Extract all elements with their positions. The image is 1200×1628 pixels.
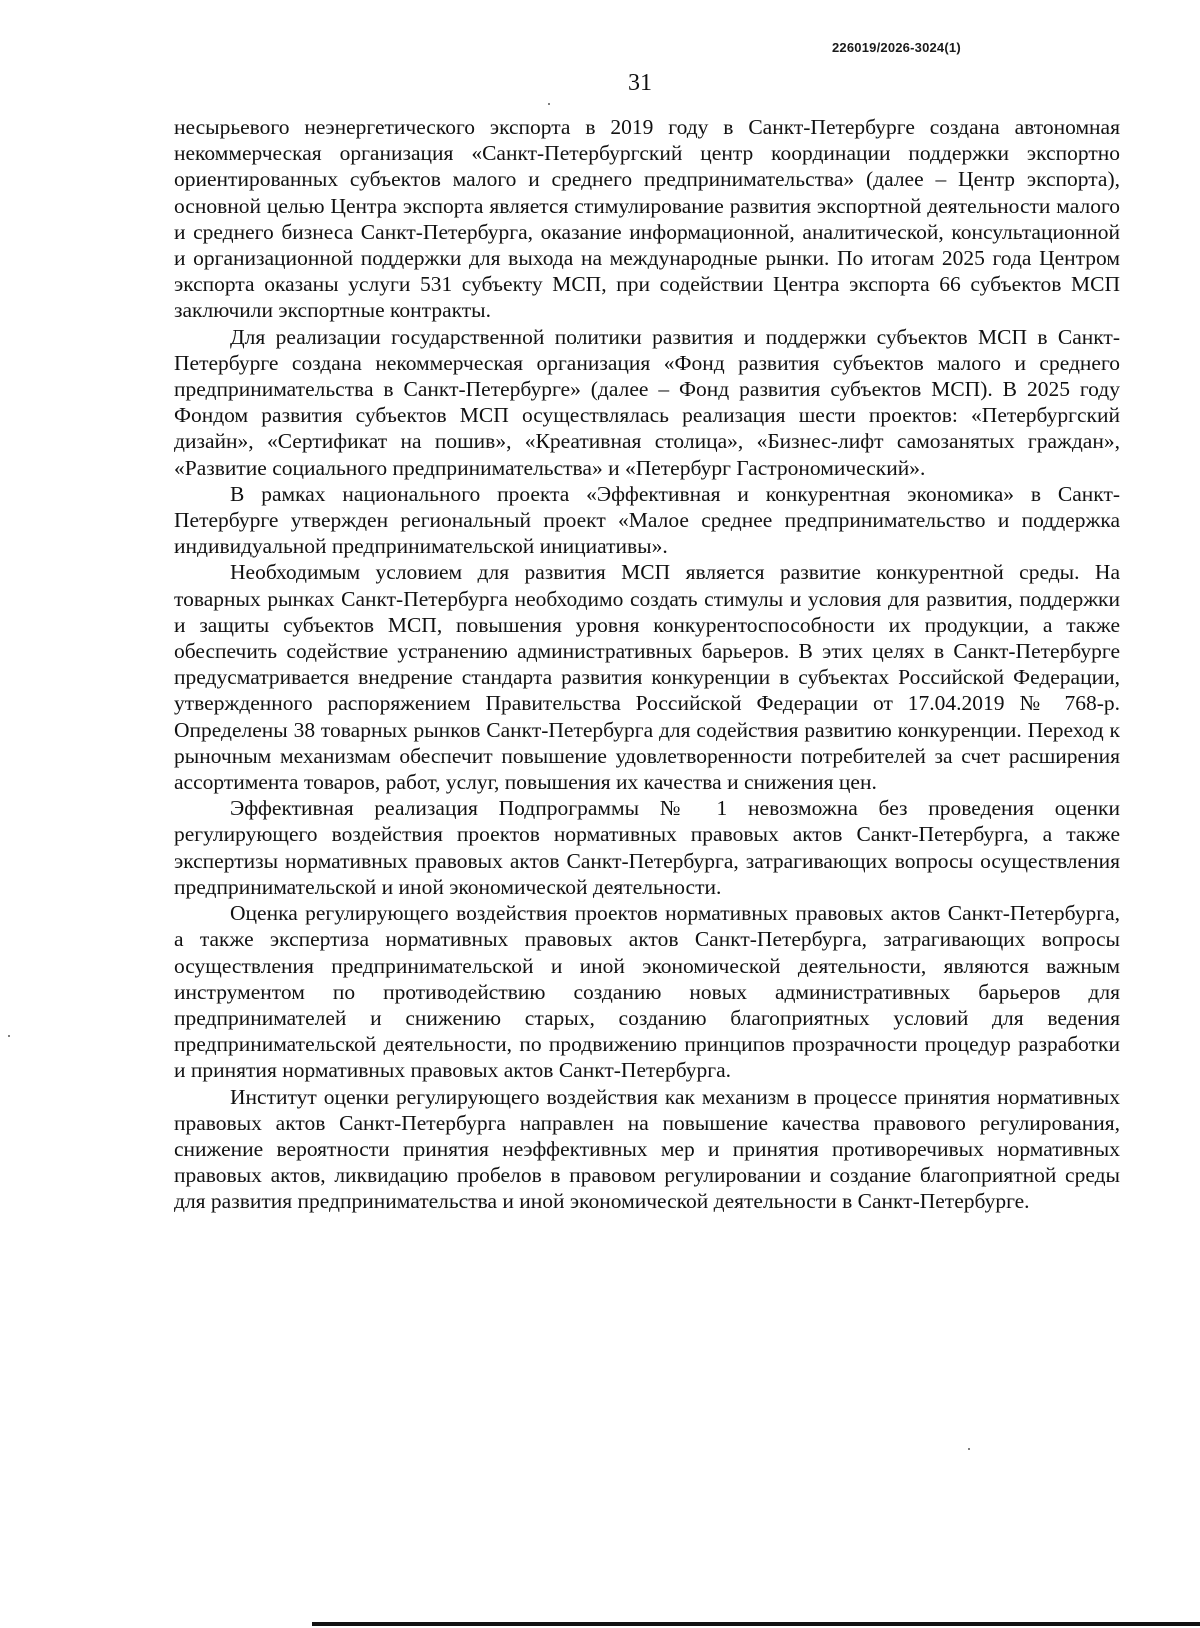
paragraph-continuation: несырьевого неэнергетического экспорта в 2019 году в Санкт-Петербурге создана автономная некоммерческая организация «Санкт-Петербургский центр координации поддержки экспортно ориентированных субъектов малого и среднего предпринимательства» (далее – Центр экспорта), основной целью Центра экспорта является стимулирование развития экспортной деятельности малого и среднего бизнеса Санкт-Петербурга, оказание информационной, аналитической, консультационной и организационной поддержки для выхода на международные рынки. По итогам 2025 года Центром экспорта оказаны услуги 531 субъекту МСП, при содействии Центра экспорта 66 субъектов МСП заключили экспортные контракты. (174, 115, 1120, 323)
paragraph: Институт оценки регулирующего воздействия как механизм в процессе принятия нормативных правовых актов Санкт-Петербурга направлен на повышение качества правового регулирования, снижение вероятности принятия неэффективных мер и принятия противоречивых нормативных правовых актов, ликвидацию пробелов в правовом регулировании и создание благоприятной среды для развития предпринимательства и иной экономической деятельности в Санкт-Петербурге. (174, 1084, 1120, 1214)
scan-speck (548, 103, 550, 105)
paragraph: Оценка регулирующего воздействия проектов нормативных правовых актов Санкт-Петербурга, а также экспертиза нормативных правовых актов Санкт-Петербурга, затрагивающих вопросы осуществления предпринимательской и иной экономической деятельности, являются важным инструментом по противодействию созданию новых административных барьеров для предпринимателей и снижению старых, созданию благоприятных условий для ведения предпринимательской деятельности, по продвижению принципов прозрачности процедур разработки и принятия нормативных правовых актов Санкт-Петербурга. (174, 901, 1120, 1083)
bottom-scan-edge (312, 1622, 1200, 1626)
body-text (174, 114, 1120, 1215)
document-id: 226019/2026-3024(1) (832, 40, 961, 55)
paragraph: Для реализации государственной политики развития и поддержки субъектов МСП в Санкт-Петербурге создана некоммерческая организация «Фонд развития субъектов малого и среднего предпринимательства в Санкт-Петербурге» (далее – Фонд развития субъектов МСП). В 2025 году Фондом развития субъектов МСП осуществлялась реализация шести проектов: «Петербургский дизайн», «Сертификат на пошив», «Креативная столица», «Бизнес-лифт самозанятых граждан», «Развитие социального предпринимательства» и «Петербург Гастрономический». (174, 324, 1120, 480)
paragraph: В рамках национального проекта «Эффективная и конкурентная экономика» в Санкт-Петербурге утвержден региональный проект «Малое среднее предпринимательство и поддержка индивидуальной предпринимательской инициативы». (174, 481, 1120, 559)
page-number: 31 (628, 70, 652, 96)
scan-speck (968, 1448, 970, 1450)
paragraph: Необходимым условием для развития МСП является развитие конкурентной среды. На товарных рынках Санкт-Петербурга необходимо создать стимулы и условия для развития, поддержки и защиты субъектов МСП, повышения уровня конкурентоспособности их продукции, а также обеспечить содействие устранению административных барьеров. В этих целях в Санкт-Петербурге предусматривается внедрение стандарта развития конкуренции в субъектах Российской Федерации, утвержденного распоряжением Правительства Российской Федерации от 17.04.2019 № 768-р. Определены 38 товарных рынков Санкт-Петербурга для содействия развитию конкуренции. Переход к рыночным механизмам обеспечит повышение удовлетворенности потребителей за счет расширения ассортимента товаров, работ, услуг, повышения их качества и снижения цен. (174, 560, 1120, 795)
scan-speck (8, 1035, 10, 1037)
paragraph: Эффективная реализация Подпрограммы № 1 невозможна без проведения оценки регулирующего воздействия проектов нормативных правовых актов Санкт-Петербурга, а также экспертизы нормативных правовых актов Санкт-Петербурга, затрагивающих вопросы осуществления предпринимательской и иной экономической деятельности. (174, 796, 1120, 899)
